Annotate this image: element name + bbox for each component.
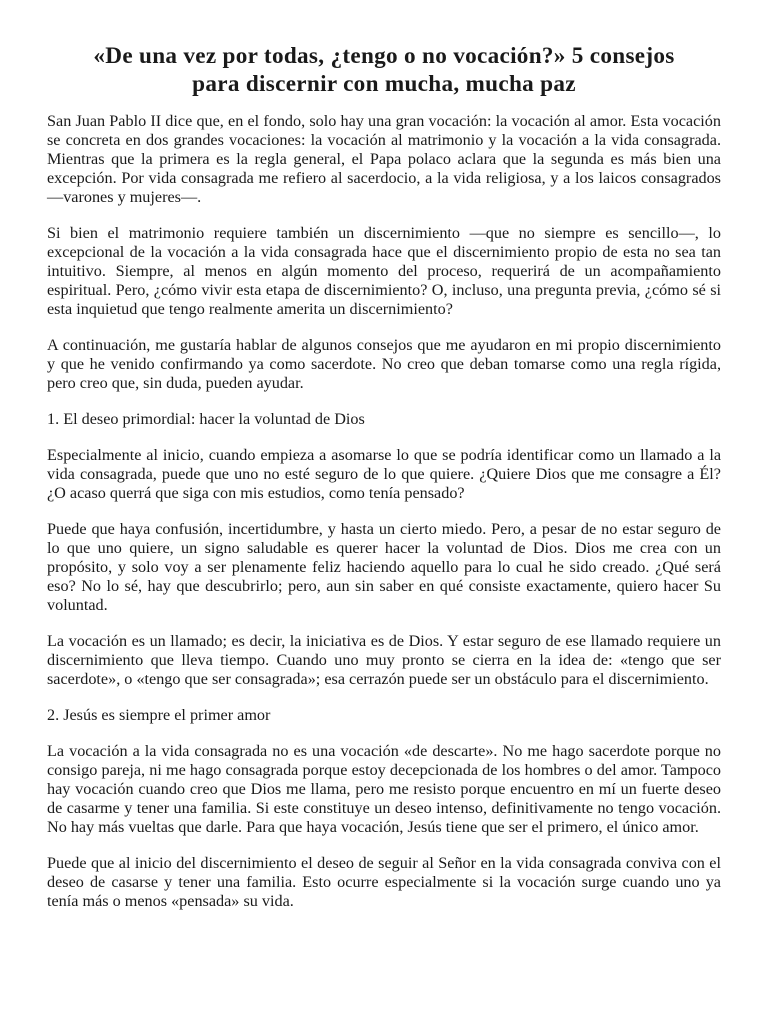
paragraph-section2-a: La vocación a la vida consagrada no es una vocación «de descarte». No me hago sacerdote porque no consigo pareja, ni me hago consagrada porque estoy decepcionada de los hombres o del amor. Tampoco hay vocación cuando creo que Dios me llama, pero me resisto porque encuentro en mí un fuerte deseo de casarme y tener una familia. Si este constituye un deseo intenso, definitivamente no tengo vocación. No hay más vueltas que darle. Para que haya vocación, Jesús tiene que ser el primero, el único amor. xyxy=(47,742,721,836)
section-heading-1: 1. El deseo primordial: hacer la voluntad de Dios xyxy=(47,410,365,428)
paragraph-section1-b: Puede que haya confusión, incertidumbre, y hasta un cierto miedo. Pero, a pesar de no estar seguro de lo que uno quiere, un signo saludable es querer hacer la voluntad de Dios. Dios me crea con un propósito, y solo voy a ser plenamente feliz haciendo aquello para lo cual he sido creado. ¿Qué será eso? No lo sé, hay que descubrirlo; pero, aun sin saber en qué consiste exactamente, quiero hacer Su voluntad. xyxy=(47,520,721,614)
title-line-2: para discernir con mucha, mucha paz xyxy=(192,71,576,97)
paragraph-section2-b: Puede que al inicio del discernimiento el deseo de seguir al Señor en la vida consagrada conviva con el deseo de casarse y tener una familia. Esto ocurre especialmente si la vocación surge cuando uno ya tenía más o menos «pensada» su vida. xyxy=(47,854,721,910)
paragraph-section1-c: La vocación es un llamado; es decir, la iniciativa es de Dios. Y estar seguro de ese llamado requiere un discernimiento que lleva tiempo. Cuando uno muy pronto se cierra en la idea de: «tengo que ser sacerdote», o «tengo que ser consagrada»; esa cerrazón puede ser un obstáculo para el discernimiento. xyxy=(47,632,721,688)
document-title xyxy=(47,42,721,98)
title-line-1: «De una vez por todas, ¿tengo o no vocación?» 5 consejos xyxy=(93,43,675,69)
paragraph-section1-a: Especialmente al inicio, cuando empieza a asomarse lo que se podría identificar como un llamado a la vida consagrada, puede que uno no esté seguro de lo que quiere. ¿Quiere Dios que me consagre a Él? ¿O acaso querrá que siga con mis estudios, como tenía pensado? xyxy=(47,446,721,502)
section-heading-2: 2. Jesús es siempre el primer amor xyxy=(47,706,271,724)
paragraph-discernment: Si bien el matrimonio requiere también un discernimiento —que no siempre es sencillo—, lo excepcional de la vocación a la vida consagrada hace que el discernimiento propio de esta no sea tan intuitivo. Siempre, al menos en algún momento del proceso, requerirá de un acompañamiento espiritual. Pero, ¿cómo vivir esta etapa de discernimiento? O, incluso, una pregunta previa, ¿cómo sé si esta inquietud que tengo realmente amerita un discernimiento? xyxy=(47,224,721,318)
paragraph-intro: San Juan Pablo II dice que, en el fondo, solo hay una gran vocación: la vocación al amor. Esta vocación se concreta en dos grandes vocaciones: la vocación al matrimonio y la vocación a la vida consagrada. Mientras que la primera es la regla general, el Papa polaco aclara que la segunda es más bien una excepción. Por vida consagrada me refiero al sacerdocio, a la vida religiosa, y a los laicos consagrados —varones y mujeres—. xyxy=(47,112,721,206)
paragraph-continuation: A continuación, me gustaría hablar de algunos consejos que me ayudaron en mi propio discernimiento y que he venido confirmando ya como sacerdote. No creo que deban tomarse como una regla rígida, pero creo que, sin duda, pueden ayudar. xyxy=(47,336,721,392)
